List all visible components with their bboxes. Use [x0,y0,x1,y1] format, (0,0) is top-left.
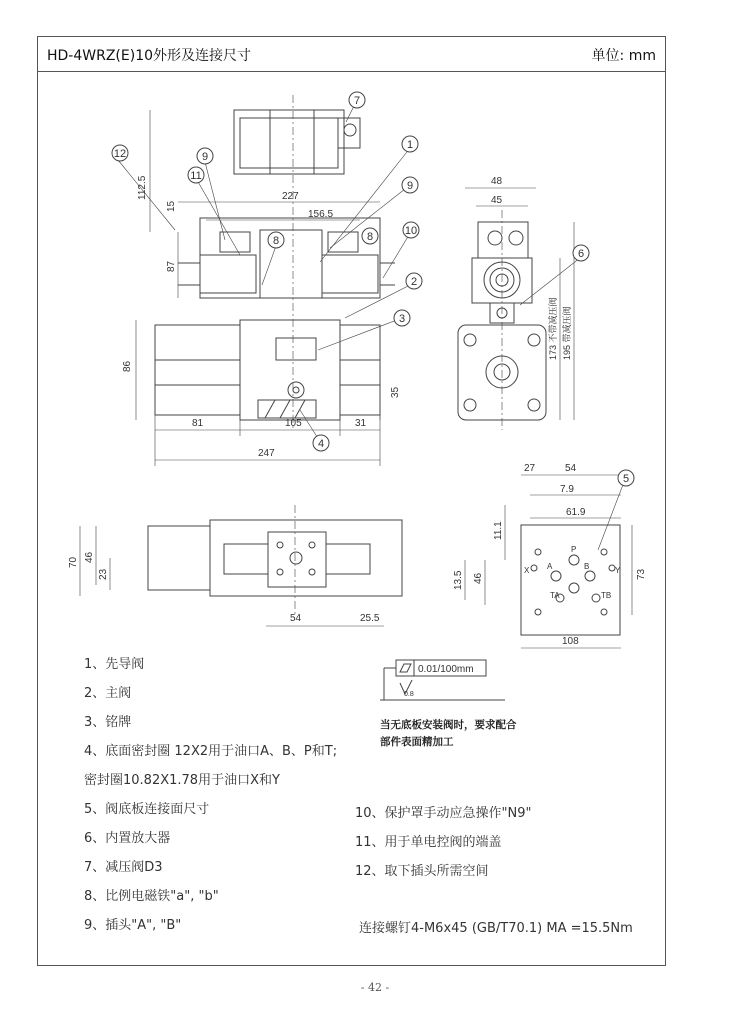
dim-7-9: 7.9 [560,484,574,495]
dim-108: 108 [562,636,579,647]
unit-label: 单位: mm [591,48,656,64]
port-A: A [547,562,553,571]
dim-13-5: 13.5 [453,570,464,590]
callout-3: 3 [398,313,406,325]
legend-item: 5、阀底板连接面尺寸 [84,802,210,817]
dim-11-1: 11.1 [493,521,504,540]
dim-173: 173 不带减压阀 [548,297,558,360]
legend-item: 4、底面密封圈 12X2用于油口A、B、P和T; [84,744,338,759]
callout-12: 12 [113,148,127,160]
dim-27: 27 [524,463,536,474]
dim-227: 227 [282,191,299,202]
dim-112-5: 112.5 [137,175,148,200]
dim-87: 87 [166,260,177,272]
port-TB: TB [601,591,612,600]
legend-item: 7、减压阀D3 [84,860,163,875]
callout-1: 1 [406,139,414,151]
page-number: - 42 - [360,981,390,994]
port-B: B [584,562,590,571]
callout-11: 11 [190,170,202,182]
dim-31: 31 [355,418,367,429]
dim-46-face: 46 [473,572,484,584]
dim-46-bottom: 46 [84,551,95,563]
legend-right [355,799,532,886]
legend-left [84,650,337,940]
dim-25-5: 25.5 [360,613,380,624]
callout-9-left: 9 [201,151,209,163]
dim-105: 105 [285,418,302,429]
legend-item: 密封圈10.82X1.78用于油口X和Y [84,773,280,788]
port-Y: Y [615,566,621,575]
dim-61-9: 61.9 [566,507,586,518]
dim-195: 195 带减压阀 [562,306,572,360]
note-line-2: 部件表面精加工 [380,736,454,748]
screw-spec: 连接螺钉4-M6x45 (GB/T70.1) MA =15.5Nm [359,921,633,936]
bottom-view [80,505,402,626]
note-line-1: 当无底板安装阀时，要求配合 [380,719,517,731]
dim-23: 23 [98,568,109,580]
callout-9-right: 9 [406,180,414,192]
dim-45: 45 [491,195,503,206]
dim-247: 247 [258,448,275,459]
dim-48: 48 [491,176,503,187]
callout-5: 5 [622,473,630,485]
surface-note [380,717,517,751]
front-view [118,95,414,466]
callout-6: 7 [353,95,361,107]
callout-8-left: 8 [272,235,280,247]
page-title: HD-4WRZ(E)10外形及连接尺寸 [47,48,252,64]
legend-item: 10、保护罩手动应急操作"N9" [355,806,532,821]
dim-54-bottom: 54 [290,613,302,624]
port-P: P [571,545,577,554]
dim-156-5: 156.5 [308,209,334,220]
legend-item: 6、内置放大器 [84,831,171,846]
legend-item: 9、插头"A", "B" [84,918,182,933]
dim-70: 70 [68,556,79,568]
callout-8-right: 8 [366,231,374,243]
dim-35: 35 [390,386,401,398]
dim-81: 81 [192,418,204,429]
dim-86: 86 [122,360,133,372]
port-X: X [524,566,530,575]
legend-item: 8、比例电磁铁"a", "b" [84,889,219,904]
legend-item: 11、用于单电控阀的端盖 [355,835,502,850]
legend-item: 2、主阀 [84,686,132,701]
callout-2: 2 [410,276,418,288]
callout-7: 6 [577,248,585,260]
callout-10: 10 [404,225,418,237]
dim-15: 15 [166,200,177,212]
dim-73: 73 [636,568,647,580]
flatness-tolerance: 0.01/100mm [418,664,474,675]
legend-item: 3、铭牌 [84,715,132,730]
port-TA: TA [550,591,560,600]
roughness-value: 0.8 [404,691,414,698]
legend-item: 1、先导阀 [84,657,145,672]
legend-item: 12、取下插头所需空间 [355,864,489,879]
dim-54-face: 54 [565,463,577,474]
callout-4: 4 [317,438,325,450]
